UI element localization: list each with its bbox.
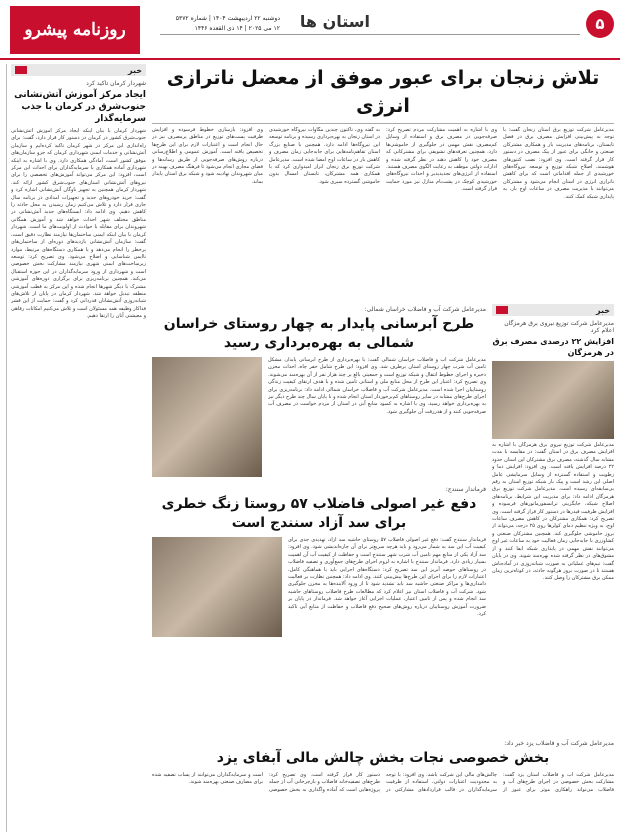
masthead-logo: روزنامه پیشرو — [10, 6, 140, 54]
story2-headline: طرح آبرسانی پایدار به چهار روستای خراسان شمالی به بهره‌برداری رسید — [163, 316, 475, 351]
story4-headline: بخش خصوصی نجات بخش چالش مالی آبفای یزد — [216, 750, 550, 766]
story3-columns — [152, 537, 486, 727]
news-box-label-bar — [492, 304, 614, 316]
story3-headline: دفع غیر اصولی فاضلاب ۵۷ روستا زنگ خطری برای سد آزاد سنندج است — [161, 496, 477, 531]
date-block — [150, 14, 280, 34]
section-title: استان ها — [299, 12, 370, 31]
divider — [152, 123, 614, 124]
story2-columns — [152, 357, 486, 477]
news-box-kicker: مدیرعامل شرکت توزیع نیروی برق هرمزگان اعلام کرد — [504, 320, 614, 334]
story4-kicker: مدیرعامل شرکت آب و فاضلاب یزد خبر داد: — [504, 740, 614, 747]
date-line-1: دوشنبه ۲۲ اردیبهشت ۱۴۰۴ | شماره ۵۳۷۲ — [175, 15, 280, 22]
story1-headline: تلاش زنجان برای عبور موفق از معضل ناترازی انرژی — [166, 67, 600, 117]
news-box-body: مدیرعامل شرکت توزیع نیروی برق هرمزگان با اشاره به افزایش مصرف برق در استان گفت: در مقایسه با مدت مشابه سال گذشته، مصرف برق مشترکان این استان حدود ۲۲ درصد افزایش یافته است. وی افزود: افزایش دما و رطوبت و استفاده گسترده از وسایل سرمایشی عامل اصلی این رشد است و پیک بار شبکه توزیع استان به رقم بی‌سابقه‌ای رسیده است. مدیرعامل شرکت توزیع برق هرمزگان ادامه داد: برای مدیریت این شرایط، برنامه‌های اصلاح شبکه، جایگزینی ترانسفورماتورهای فرسوده و افزایش ظرفیت فیدرها در دستور کار قرار گرفته است. وی تصریح کرد: همکاری مشترکان در کاهش مصرف ساعات اوج، به ویژه تنظیم دمای کولرها روی ۲۵ درجه، می‌تواند از بروز خاموشی جلوگیری کند. همچنین مشترکان صنعتی و کشاورزی با جابه‌جایی زمان فعالیت خود به ساعات غیر اوج می‌توانند نقش مهمی در پایداری شبکه ایفا کنند و از مشوق‌های در نظر گرفته شده بهره‌مند شوند. وی در پایان گفت: تیم‌های عملیاتی به صورت شبانه‌روزی در آماده‌باش هستند تا در صورت بروز هرگونه حادثه، در کوتاه‌ترین زمان ممکن برق مشترکان را وصل کنند. — [492, 442, 614, 582]
header-divider — [160, 34, 580, 35]
story2-photo — [152, 357, 262, 477]
story3-kicker: فرماندار سنندج: — [445, 486, 486, 493]
story1-col2: وی با اشاره به اهمیت مشارکت مردم تصریح کرد: صرفه‌جویی در مصرف برق و استفاده از وسایل کم‌مصرف نقش مهمی در جلوگیری از خاموشی‌ها دارد. همچنین تعرفه‌های تشویقی برای مشترکانی که مصرف خود را کاهش دهند در نظر گرفته شده و ادارات دولتی موظف به رعایت الگوی مصرف هستند. استفاده از انرژی‌های تجدیدپذیر و احداث نیروگاه‌های خورشیدی کوچک در پشت‌بام منازل نیز مورد حمایت قرار گرفته است. — [386, 127, 497, 193]
left-news-label: خبر — [127, 65, 142, 75]
story1-col1: مدیرعامل شرکت توزیع برق استان زنجان گفت: با توجه به پیش‌بینی افزایش مصرف برق در فصل تابستان، برنامه‌های مدیریت بار و همکاری مشترکان صنعتی و خانگی برای عبور از پیک مصرف در دستور کار قرار گرفته است. وی افزود: نصب کنتورهای هوشمند، اصلاح شبکه توزیع و توسعه نیروگاه‌های خورشیدی از جمله اقداماتی است که برای کاهش ناترازی انرژی در استان انجام می‌شود و مشترکان می‌توانند با مدیریت مصرف در ساعات اوج بار، به پایداری شبکه کمک کنند. — [503, 127, 614, 200]
page-number-badge: ۵ — [586, 10, 614, 38]
news-box-photo — [492, 361, 614, 439]
left-news-label-bar — [11, 64, 146, 76]
left-column — [6, 64, 146, 832]
story3 — [152, 486, 486, 736]
news-box-headline: افزایش ۲۲ درصدی مصرف برق در هرمزگان — [492, 337, 614, 357]
story2-body: مدیرعامل شرکت آب و فاضلاب خراسان شمالی گفت: با بهره‌برداری از طرح آبرسانی پایدار، مشکل تامین آب شرب چهار روستای استان برطرف شد. وی افزود: این طرح شامل حفر چاه، احداث مخزن ذخیره و اجرای خطوط انتقال و شبکه توزیع است و جمعیتی بالغ بر چند هزار نفر از آن بهره‌مند می‌شوند. وی تصریح کرد: اعتبار این طرح از محل منابع ملی و استانی تامین شده و با هدف ارتقای کیفیت زندگی روستاییان اجرا شده است. مدیرعامل شرکت آب و فاضلاب خراسان شمالی ادامه داد: برنامه‌ریزی برای اجرای طرح‌های مشابه در سایر روستاهای کم‌برخوردار استان انجام شده و تا پایان سال چند طرح دیگر نیز به بهره‌برداری خواهد رسید. وی با اشاره به کمبود منابع آبی در استان از مردم خواست در مصرف آب صرفه‌جویی کنند و از هدررفت آن جلوگیری شود. — [268, 357, 486, 415]
story4 — [152, 740, 614, 832]
left-body: شهردار کرمان با بیان اینکه ایجاد مرکز آموزش آتش‌نشانی جنوب‌شرق کشور در کرمان در دستور کار قرار دارد، گفت: برای راه‌اندازی این مرکز در شهر کرمان تاکید کرده‌ایم و سازمان آتش‌نشانی و خدمات ایمنی شهرداری کرمان که جزو سازمان‌های موفق کشور است، آمادگی همکاری دارد. وی با اشاره به اینکه شهرداری آماده همکاری با سرمایه‌گذاران برای احداث این مرکز است، افزود: این مرکز می‌تواند آموزش‌های تخصصی را برای نیروهای آتش‌نشانی استان‌های جنوب‌شرق کشور ارائه کند. شهردار کرمان همچنین به تجهیز ناوگان آتش‌نشانی اشاره کرد و گفت: خرید خودروهای جدید و تجهیزات امدادی در برنامه سال جاری قرار دارد و تلاش می‌کنیم زمان رسیدن به محل حادثه را کاهش دهیم. وی ادامه داد: ایستگاه‌های جدید آتش‌نشانی در مناطق مختلف شهر احداث خواهد شد و آموزش همگانی شهروندان برای مقابله با حوادث از اولویت‌های ما است. شهردار کرمان با بیان اینکه ایمنی ساختمان‌ها نیازمند نظارت دقیق است، گفت: سازمان آتش‌نشانی بازدیدهای دوره‌ای از ساختمان‌های پرخطر را انجام می‌دهد و با همکاری دستگاه‌های مرتبط، موارد ناایمن شناسایی و اصلاح می‌شود. وی تصریح کرد: توسعه زیرساخت‌های ایمنی شهری نیازمند مشارکت بخش خصوصی است و شهرداری از ورود سرمایه‌گذاران در این حوزه استقبال می‌کند. همچنین برنامه‌ریزی برای برگزاری دوره‌های آموزشی مشترک با دیگر شهرها انجام شده و این مرکز به قطب آموزشی منطقه تبدیل خواهد شد. شهردار کرمان در پایان از تلاش‌های شبانه‌روزی آتش‌نشانان قدردانی کرد و گفت: حمایت از این قشر فداکار وظیفه همه مسئولان است و تلاش می‌کنیم امکانات رفاهی و معیشتی آنان را ارتقا دهیم. — [11, 128, 146, 320]
red-arrow-icon — [496, 306, 508, 314]
left-kicker: شهردار کرمان تاکید کرد — [86, 80, 146, 87]
story1-columns — [152, 127, 614, 303]
story1-col3: به گفته وی، تاکنون چندین مگاوات نیروگاه خورشیدی در استان زنجان به بهره‌برداری رسیده و برنامه توسعه این نیروگاه‌ها ادامه دارد. همچنین با صنایع بزرگ استان تفاهم‌نامه‌هایی برای جابه‌جایی زمان مصرف و کاهش بار در ساعات اوج امضا شده است. مدیرعامل شرکت توزیع برق زنجان ابراز امیدواری کرد که با همکاری همه مشترکان، تابستان امسال بدون خاموشی گسترده سپری شود. — [269, 127, 380, 185]
story4-body: مدیرعامل شرکت آب و فاضلاب استان یزد گفت: مشارکت بخش خصوصی در اجرای طرح‌های آب و فاضلاب می‌تواند راهکاری موثر برای عبور از چالش‌های مالی این شرکت باشد. وی افزود: با توجه به محدودیت اعتبارات دولتی، استفاده از ظرفیت سرمایه‌گذاران در قالب قراردادهای مشارکتی در دستور کار قرار گرفته است. وی تصریح کرد: طرح‌های تصفیه‌خانه فاضلاب و بازچرخانی آب از جمله پروژه‌هایی است که آماده واگذاری به بخش خصوصی است و سرمایه‌گذاران می‌توانند از پساب تصفیه شده برای مصارف صنعتی بهره‌مند شوند. — [152, 772, 614, 793]
news-box — [492, 304, 614, 734]
story2 — [152, 306, 486, 482]
news-box-label: خبر — [595, 305, 610, 315]
story3-body: فرماندار سنندج گفت: دفع غیر اصولی فاضلاب ۵۷ روستای حاشیه سد آزاد، تهدیدی جدی برای کیفیت آب این سد به شمار می‌رود و باید هرچه سریع‌تر برای آن چاره‌اندیشی شود. وی افزود: سد آزاد یکی از منابع مهم تامین آب شرب شهر سنندج است و حفاظت از کیفیت آب آن اهمیت بسیار زیادی دارد. فرماندار سنندج با اشاره به لزوم اجرای طرح‌های جمع‌آوری و تصفیه فاضلاب در روستاهای حوضه آبریز این سد تصریح کرد: دستگاه‌های اجرایی باید با هماهنگی کامل، اعتبارات لازم را برای اجرای این طرح‌ها پیش‌بینی کنند. وی ادامه داد: همچنین نظارت بر فعالیت دامداری‌ها و مراکز صنعتی حاشیه سد باید تشدید شود تا از ورود آلاینده‌ها به مخزن جلوگیری شود. شرکت آب و فاضلاب استان نیز اعلام کرد که مطالعات طرح فاضلاب روستاهای حاشیه سد انجام شده و پس از تامین اعتبار، عملیات اجرایی آغاز خواهد شد. فرماندار در پایان بر ضرورت آموزش روستاییان درباره روش‌های صحیح دفع فاضلاب و حفاظت از منابع آبی تاکید کرد. — [288, 537, 486, 618]
left-headline: ایجاد مرکز آموزش آتش‌نشانی جنوب‌شرق در کرمان با جذب سرمایه‌گذار — [14, 90, 146, 124]
red-arrow-icon — [15, 66, 27, 74]
story3-photo — [152, 537, 282, 637]
main-area — [152, 64, 614, 303]
story1-col4: وی افزود: بازسازی خطوط فرسوده و افزایش ظرفیت پست‌های توزیع در مناطق پرمصرف نیز در حال انجام است و اعتبارات لازم برای این طرح‌ها تخصیص یافته است. آموزش عمومی و اطلاع‌رسانی درباره روش‌های صرفه‌جویی از طریق رسانه‌ها و فضای مجازی انجام می‌شود تا فرهنگ مصرف بهینه در میان شهروندان نهادینه شود و شبکه برق استان پایدار بماند. — [152, 127, 263, 185]
date-line-2: ۱۲ می ۲۰۲۵ | ۱۴ ذی القعده ۱۴۴۶ — [194, 25, 280, 32]
story2-kicker: مدیرعامل شرکت آب و فاضلاب خراسان شمالی: — [364, 306, 486, 313]
page-header — [0, 0, 620, 60]
